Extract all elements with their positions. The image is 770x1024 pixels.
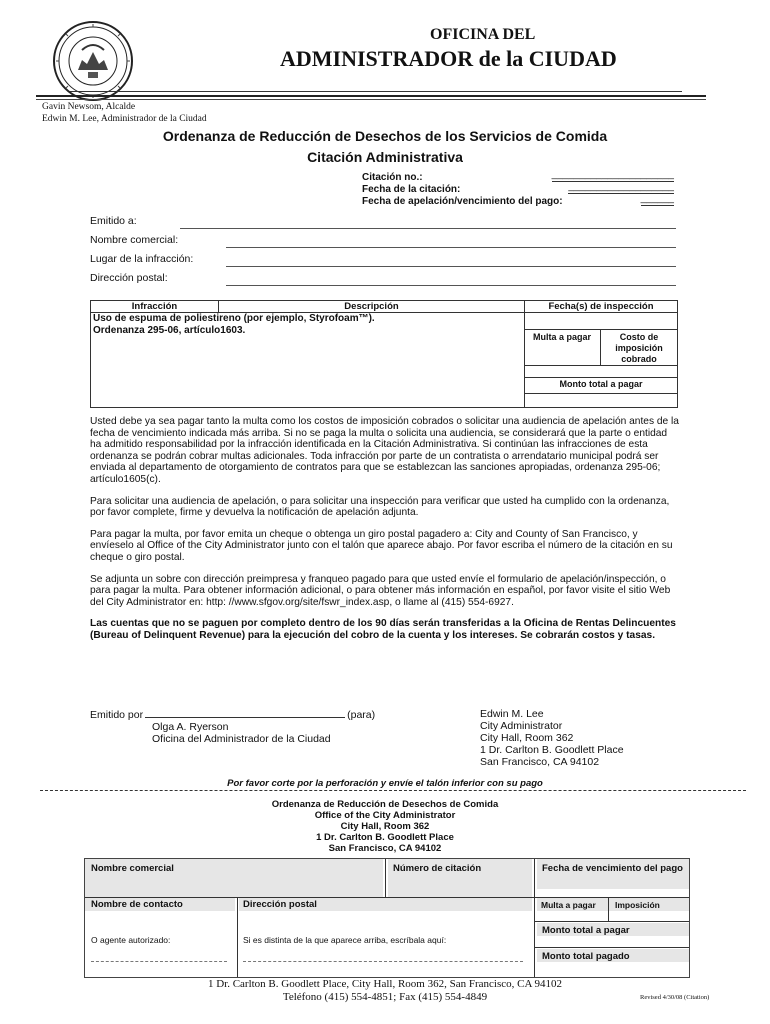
business-name-field[interactable] — [226, 247, 676, 248]
citation-number-field[interactable]: ______________________ — [551, 169, 674, 180]
paragraph-envelope-info: Se adjunta un sobre con dirección preimpresa y franqueo pagado para que usted envíe el formulario de apelación/inspección, o para pagar la multa. Para obtener información adicional, o para obtener más información en español, por favor visite el sitio Web del City Administrator en: http: //www.sfgov.org/site/fswr_index.asp, o llame al (415) 554-6927. — [90, 573, 671, 608]
table-header — [91, 301, 677, 313]
coupon-postal-address-label: Dirección postal — [243, 899, 317, 910]
return-address — [480, 708, 624, 768]
citation-date-label: Fecha de la citación: — [362, 184, 461, 195]
authorized-agent-label: O agente autorizado: — [91, 935, 171, 945]
description-line: Uso de espuma de poliestireno (por ejemplo, Styrofoam™). — [93, 313, 375, 324]
coupon-fine-label: Multa a pagar — [541, 900, 596, 910]
payment-coupon — [84, 858, 690, 978]
inspection-date-header: Fecha(s) de inspección — [548, 301, 654, 312]
coupon-total-to-pay-label: Monto total a pagar — [542, 925, 630, 936]
perforation-line — [40, 790, 746, 791]
postal-address-field[interactable] — [226, 285, 676, 286]
revision-note: Revised 4/30/08 (Citation) — [640, 994, 710, 1001]
office-heading-top: OFICINA DEL — [430, 26, 536, 43]
officials-block — [42, 101, 207, 125]
address-line: 1 Dr. Carlton B. Goodlett Place — [480, 744, 624, 756]
issued-by-label: Emitido por — [90, 709, 144, 721]
coupon-header — [0, 799, 770, 854]
imposition-cost-label: Costo de imposición cobrado — [615, 332, 663, 364]
notice-body — [90, 416, 680, 642]
coupon-header-line: Office of the City Administrator — [314, 810, 456, 821]
issuer-office: Oficina del Administrador de la Ciudad — [152, 733, 331, 745]
issued-by-signature-field[interactable] — [145, 708, 345, 718]
office-heading-main: ADMINISTRADOR de la CIUDAD — [280, 46, 617, 71]
coupon-header-line: Ordenanza de Reducción de Desechos de Comida — [271, 799, 499, 810]
description-header: Descripción — [344, 301, 399, 312]
total-to-pay-label: Monto total a pagar — [559, 379, 643, 389]
infraction-table — [90, 300, 678, 408]
issuer-name: Olga A. Ryerson — [152, 721, 229, 733]
issued-by-para: (para) — [347, 709, 376, 721]
infraction-description — [91, 313, 375, 337]
paragraph-payment-or-appeal: Usted debe ya sea pagar tanto la multa como los costos de imposición cobrados o solicitar una audiencia de apelación antes de la fecha de vencimiento indicada más arriba. Si no se paga la multa o solicita una audiencia, se considerará que la parte o entidad ha admitido responsabilidad por la infracción identificada en la Citación Administrativa. Si continúan las infracciones de esta ordenanza se podrán cobrar multas adicionales. Toda infracción por parte de un contratista o arrendatario municipal podrá ser enviada al departamento de otorgamiento de contratos para que se establezcan las sanciones apropiadas, ordenanza 295-06; artículo1605(c). — [90, 416, 679, 485]
business-name-row — [90, 234, 676, 253]
issued-to-field[interactable] — [180, 228, 676, 229]
cut-instruction: Por favor corte por la perforación y envíe el talón inferior con su pago — [227, 778, 543, 789]
header-divider — [36, 95, 706, 97]
coupon-due-date-label: Fecha de vencimiento del pago — [542, 863, 683, 874]
address-if-different-label: Si es distinta de la que aparece arriba, escríbala aquí: — [243, 935, 447, 945]
coupon-total-paid-label: Monto total pagado — [542, 951, 630, 962]
footer-line: 1 Dr. Carlton B. Goodlett Place, City Hall, Room 362, San Francisco, CA 94102 — [207, 978, 563, 990]
paragraph-appeal-hearing: Para solicitar una audiencia de apelación, o para solicitar una inspección para verificar que usted ha cumplido con la ordenanza, por favor complete, firme y devuelva la notificación de apelación adjunta. — [90, 495, 670, 519]
postal-address-row — [90, 272, 676, 291]
appeal-date-field[interactable]: ______ — [640, 193, 674, 204]
paragraph-delinquent-accounts: Las cuentas que no se paguen por completo dentro de los 90 días serán transferidas a la Oficina de Rentas Delincuentes (Bureau of Delinquent Revenue) para la ejecución del cobro de la cuenta y los intereses. Se cobrarán costos y tasas. — [90, 618, 676, 641]
issued-to-label: Emitido a: — [90, 215, 137, 227]
coupon-business-name-label: Nombre comercial — [91, 863, 174, 874]
violation-place-label: Lugar de la infracción: — [90, 253, 194, 265]
citation-blanks — [496, 169, 676, 208]
coupon-imposition-label: Imposición — [615, 900, 660, 910]
address-line: San Francisco, CA 94102 — [480, 756, 600, 768]
recipient-fields — [90, 215, 676, 291]
appeal-date-label: Fecha de apelación/vencimiento del pago: — [362, 196, 563, 207]
violation-place-row — [90, 253, 676, 272]
description-line: Ordenanza 295-06, artículo1603. — [93, 325, 246, 336]
citation-date-field[interactable]: ___________________ — [568, 181, 674, 192]
agent-name-field[interactable] — [91, 961, 227, 962]
fine-to-pay-label: Multa a pagar — [532, 332, 591, 342]
infraction-header: Infracción — [131, 301, 178, 312]
mayor-name: Gavin Newsom, Alcalde — [42, 102, 136, 112]
document-title: Ordenanza de Reducción de Desechos de los Servicios de Comida — [162, 128, 608, 144]
address-line: Edwin M. Lee — [480, 708, 544, 720]
document-subtitle: Citación Administrativa — [307, 149, 463, 165]
violation-place-field[interactable] — [226, 266, 676, 267]
header-divider — [36, 99, 706, 100]
coupon-header-line: City Hall, Room 362 — [340, 821, 430, 832]
postal-address-label: Dirección postal: — [90, 272, 168, 284]
footer-line: Teléfono (415) 554-4851; Fax (415) 554-4849 — [282, 991, 488, 1003]
coupon-contact-name-label: Nombre de contacto — [91, 899, 183, 910]
citation-number-label: Citación no.: — [362, 172, 423, 183]
address-line: City Administrator — [480, 720, 563, 732]
issued-by-block — [90, 708, 375, 745]
administrator-name: Edwin M. Lee, Administrador de la Ciudad — [42, 114, 207, 124]
alternate-address-field[interactable] — [243, 961, 523, 962]
coupon-citation-number-label: Número de citación — [393, 863, 482, 874]
coupon-header-line: San Francisco, CA 94102 — [328, 843, 442, 854]
issued-to-row — [90, 215, 676, 234]
coupon-header-line: 1 Dr. Carlton B. Goodlett Place — [316, 832, 454, 843]
paragraph-pay-fine: Para pagar la multa, por favor emita un cheque o obtenga un giro postal pagadero a: City and County of San Francisco, y envíeselo al Office of the City Administrator junto con el talón que aparece abajo. Por favor escriba el número de la citación en su cheque o giro postal. — [90, 528, 673, 563]
address-line: City Hall, Room 362 — [480, 732, 574, 744]
header-divider — [70, 91, 682, 92]
business-name-label: Nombre comercial: — [90, 234, 179, 246]
city-seal-icon — [52, 20, 134, 102]
